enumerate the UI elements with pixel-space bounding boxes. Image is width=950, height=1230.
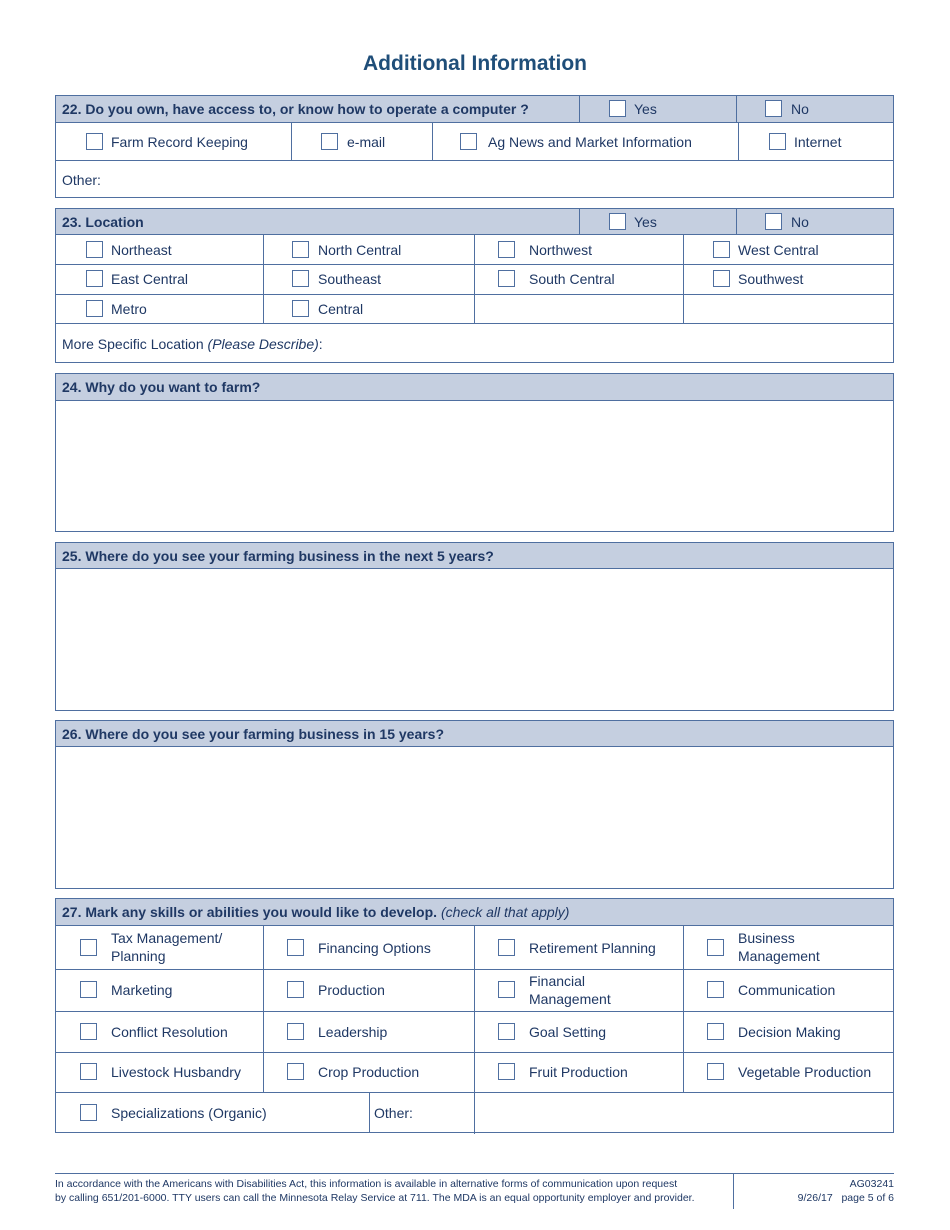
q23-south-central-checkbox[interactable] xyxy=(498,270,515,287)
q22-email-label: e-mail xyxy=(347,134,386,150)
q23-south-central-label: South Central xyxy=(529,271,615,287)
q22-yes-checkbox[interactable] xyxy=(609,100,626,117)
q23-west-central-checkbox[interactable] xyxy=(713,241,730,258)
question-22-no-header xyxy=(736,96,893,123)
question-27-section xyxy=(55,898,894,1133)
q27-financial-management-label: Financial Management xyxy=(529,973,611,1007)
question-22-yes-header xyxy=(579,96,736,123)
q23-metro-checkbox[interactable] xyxy=(86,300,103,317)
q27-tax-management-checkbox[interactable] xyxy=(80,939,97,956)
q23-northwest-label: Northwest xyxy=(529,242,593,258)
q27-marketing-checkbox[interactable] xyxy=(80,981,97,998)
question-24-header xyxy=(56,374,893,401)
q23-specific-location-field[interactable] xyxy=(62,335,882,353)
q27-production-label: Production xyxy=(318,982,385,998)
footer-line-2: by calling 651/201-6000. TTY users can call the Minnesota Relay Service at 711. The MDA is an equal opportunity employer and provider. xyxy=(55,1192,695,1204)
q23-southwest-checkbox[interactable] xyxy=(713,270,730,287)
q22-ag-news-label: Ag News and Market Information xyxy=(488,134,692,150)
question-22-header xyxy=(56,96,579,123)
question-24-section xyxy=(55,373,894,532)
footer-vertical-divider xyxy=(733,1173,734,1209)
question-26-header xyxy=(56,721,893,747)
q23-southwest-label: Southwest xyxy=(738,271,804,287)
question-25-header xyxy=(56,543,893,569)
footer-form-info xyxy=(760,1177,894,1205)
q27-fruit-production-label: Fruit Production xyxy=(529,1064,628,1080)
q27-communication-label: Communication xyxy=(738,982,836,998)
q23-east-central-label: East Central xyxy=(111,271,189,287)
q22-no-checkbox[interactable] xyxy=(765,100,782,117)
q27-business-management-label: Business Management xyxy=(738,930,820,964)
q27-tax-management-label: Tax Management/ Planning xyxy=(111,930,223,964)
q23-southeast-checkbox[interactable] xyxy=(292,270,309,287)
q23-no-label: No xyxy=(791,214,809,230)
question-24-text: 24. Why do you want to farm? xyxy=(62,379,261,395)
q27-goal-setting-label: Goal Setting xyxy=(529,1024,607,1040)
q27-financing-options-label: Financing Options xyxy=(318,940,431,956)
q27-leadership-label: Leadership xyxy=(318,1024,388,1040)
q22-farm-record-keeping-checkbox[interactable] xyxy=(86,133,103,150)
q22-farm-record-keeping-label: Farm Record Keeping xyxy=(111,134,248,150)
q22-internet-checkbox[interactable] xyxy=(769,133,786,150)
q27-specializations-checkbox[interactable] xyxy=(80,1104,97,1121)
q27-crop-production-label: Crop Production xyxy=(318,1064,420,1080)
q24-answer-area[interactable] xyxy=(56,401,893,531)
q27-leadership-checkbox[interactable] xyxy=(287,1023,304,1040)
question-23-text: 23. Location xyxy=(62,213,144,230)
q23-northeast-checkbox[interactable] xyxy=(86,241,103,258)
q27-retirement-planning-label: Retirement Planning xyxy=(529,940,656,956)
footer-line-1: In accordance with the Americans with Disabilities Act, this information is available in alternative forms of communication upon request xyxy=(55,1178,678,1190)
q27-decision-making-label: Decision Making xyxy=(738,1024,841,1040)
q27-communication-checkbox[interactable] xyxy=(707,981,724,998)
q27-retirement-planning-checkbox[interactable] xyxy=(498,939,515,956)
q27-marketing-label: Marketing xyxy=(111,982,173,998)
q23-east-central-checkbox[interactable] xyxy=(86,270,103,287)
q23-northeast-label: Northeast xyxy=(111,242,172,258)
q23-north-central-checkbox[interactable] xyxy=(292,241,309,258)
footer-ada-notice xyxy=(55,1177,725,1205)
q27-financing-options-checkbox[interactable] xyxy=(287,939,304,956)
q27-conflict-resolution-checkbox[interactable] xyxy=(80,1023,97,1040)
question-27-hint: (check all that apply) xyxy=(441,904,570,920)
footer-divider xyxy=(55,1173,894,1174)
question-23-yes-header xyxy=(579,209,736,235)
question-26-text: 26. Where do you see your farming business in 15 years? xyxy=(62,725,445,742)
q23-central-label: Central xyxy=(318,301,364,317)
q27-financial-management-checkbox[interactable] xyxy=(498,981,515,998)
q23-metro-label: Metro xyxy=(111,301,147,317)
q27-crop-production-checkbox[interactable] xyxy=(287,1063,304,1080)
q27-production-checkbox[interactable] xyxy=(287,981,304,998)
q27-conflict-resolution-label: Conflict Resolution xyxy=(111,1024,228,1040)
q23-west-central-label: West Central xyxy=(738,242,819,258)
q27-vegetable-production-label: Vegetable Production xyxy=(738,1064,872,1080)
q23-central-checkbox[interactable] xyxy=(292,300,309,317)
q25-answer-area[interactable] xyxy=(56,569,893,710)
question-26-section xyxy=(55,720,894,889)
question-25-section xyxy=(55,542,894,711)
question-23-section xyxy=(55,208,894,363)
footer-form-id: AG03241 xyxy=(849,1178,894,1190)
q23-yes-label: Yes xyxy=(634,214,657,230)
q23-specific-location-colon: : xyxy=(318,336,323,352)
question-22-section xyxy=(55,95,894,198)
footer-date-page: 9/26/17 page 5 of 6 xyxy=(797,1192,894,1204)
q23-specific-location-hint: (Please Describe) xyxy=(207,336,319,352)
q27-decision-making-checkbox[interactable] xyxy=(707,1023,724,1040)
q27-goal-setting-checkbox[interactable] xyxy=(498,1023,515,1040)
question-23-header xyxy=(56,209,579,235)
q26-answer-area[interactable] xyxy=(56,747,893,888)
q23-southeast-label: Southeast xyxy=(318,271,382,287)
q22-email-checkbox[interactable] xyxy=(321,133,338,150)
q23-north-central-label: North Central xyxy=(318,242,402,258)
page-title: Additional Information xyxy=(363,52,587,75)
q27-other-field[interactable]: Other: xyxy=(374,1105,413,1121)
q22-yes-label: Yes xyxy=(634,101,657,117)
q23-northwest-checkbox[interactable] xyxy=(498,241,515,258)
q27-vegetable-production-checkbox[interactable] xyxy=(707,1063,724,1080)
q22-other-field[interactable]: Other: xyxy=(62,172,101,188)
question-23-no-header xyxy=(736,209,893,235)
q23-no-checkbox[interactable] xyxy=(765,213,782,230)
q22-ag-news-checkbox[interactable] xyxy=(460,133,477,150)
q23-yes-checkbox[interactable] xyxy=(609,213,626,230)
question-27-header xyxy=(56,899,893,926)
question-27-text: 27. Mark any skills or abilities you would like to develop. xyxy=(62,904,438,920)
q27-business-management-checkbox[interactable] xyxy=(707,939,724,956)
q27-livestock-husbandry-label: Livestock Husbandry xyxy=(111,1064,241,1080)
q23-specific-location-label: More Specific Location xyxy=(62,336,208,352)
q27-fruit-production-checkbox[interactable] xyxy=(498,1063,515,1080)
q22-internet-label: Internet xyxy=(794,134,842,150)
q27-specializations-label: Specializations (Organic) xyxy=(111,1105,267,1121)
question-22-text: 22. Do you own, have access to, or know how to operate a computer ? xyxy=(62,101,529,117)
question-25-text: 25. Where do you see your farming business in the next 5 years? xyxy=(62,547,494,564)
q27-livestock-husbandry-checkbox[interactable] xyxy=(80,1063,97,1080)
q22-no-label: No xyxy=(791,101,809,117)
